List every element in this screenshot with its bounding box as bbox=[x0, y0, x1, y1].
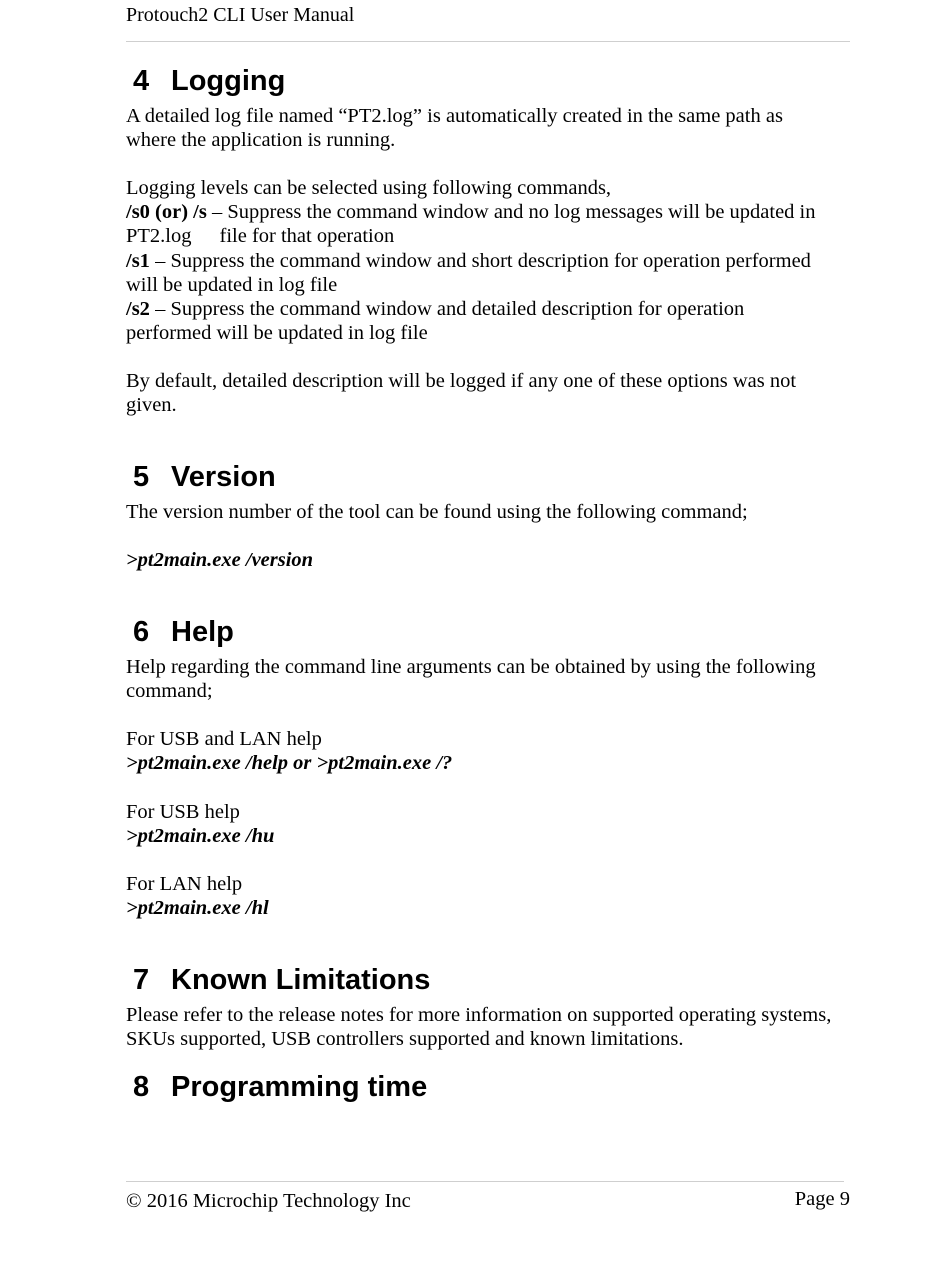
option-s1-description: – Suppress the command window and short description for operation performed bbox=[149, 249, 811, 272]
text-line: Logging levels can be selected using following commands, bbox=[126, 177, 612, 199]
limitations-paragraph bbox=[126, 1003, 850, 1051]
text-line: Please refer to the release notes for more information on supported operating systems, bbox=[126, 1004, 832, 1026]
text-line: A detailed log file named “PT2.log” is automatically created in the same path as bbox=[126, 105, 783, 127]
help-lan-command: >pt2main.exe /hl bbox=[126, 897, 269, 920]
section-title: Programming time bbox=[171, 1071, 428, 1103]
text-line: SKUs supported, USB controllers supported and known limitations. bbox=[126, 1028, 684, 1051]
section-number: 5 bbox=[133, 461, 150, 493]
text-line: By default, detailed description will be logged if any one of these options was not bbox=[126, 370, 797, 392]
text-line: file for that operation bbox=[219, 225, 395, 248]
option-s0-description: – Suppress the command window and no log messages will be updated in bbox=[206, 201, 816, 224]
text-line: given. bbox=[126, 394, 177, 417]
help-lan-label: For LAN help bbox=[126, 873, 243, 895]
section-title: Logging bbox=[171, 65, 286, 97]
help-usb-lan-label: For USB and LAN help bbox=[126, 728, 322, 750]
header-divider bbox=[126, 41, 850, 42]
version-paragraph: The version number of the tool can be found using the following command; bbox=[126, 501, 748, 523]
logging-levels-paragraph bbox=[126, 176, 850, 345]
help-usb-lan-command: >pt2main.exe /help or >pt2main.exe /? bbox=[126, 752, 453, 775]
option-s2-description: – Suppress the command window and detailed description for operation bbox=[149, 298, 745, 321]
text-line: command; bbox=[126, 680, 213, 703]
option-s2: /s2 bbox=[126, 298, 150, 321]
section-title: Known Limitations bbox=[171, 964, 431, 996]
version-command: >pt2main.exe /version bbox=[126, 549, 314, 571]
page-number: Page 9 bbox=[794, 1188, 850, 1210]
section-number: 7 bbox=[133, 964, 150, 996]
help-usb-block bbox=[126, 800, 850, 848]
section-title: Help bbox=[171, 616, 234, 648]
section-number: 4 bbox=[133, 65, 150, 97]
text-line: PT2.log bbox=[126, 225, 192, 248]
help-lan-block bbox=[126, 872, 850, 920]
section-number: 8 bbox=[133, 1071, 150, 1103]
section-heading-programming-time bbox=[133, 1070, 427, 1104]
section-heading-known-limitations bbox=[133, 963, 430, 997]
footer-divider bbox=[126, 1181, 844, 1182]
section-heading-version bbox=[133, 460, 276, 494]
option-s0: /s0 (or) /s bbox=[126, 201, 207, 224]
help-usb-command: >pt2main.exe /hu bbox=[126, 825, 275, 848]
document-page bbox=[126, 0, 850, 1267]
help-usb-lan-block bbox=[126, 727, 850, 775]
help-usb-label: For USB help bbox=[126, 801, 240, 823]
logging-default-paragraph bbox=[126, 369, 850, 417]
text-line: where the application is running. bbox=[126, 129, 396, 152]
section-number: 6 bbox=[133, 616, 150, 648]
logging-intro-paragraph bbox=[126, 104, 850, 152]
running-header: Protouch2 CLI User Manual bbox=[126, 4, 355, 26]
section-title: Version bbox=[171, 461, 276, 493]
text-line: Help regarding the command line arguments can be obtained by using the following bbox=[126, 656, 816, 678]
section-heading-help bbox=[133, 615, 234, 649]
option-s1: /s1 bbox=[126, 249, 150, 272]
text-line: performed will be updated in log file bbox=[126, 322, 428, 345]
help-paragraph bbox=[126, 655, 850, 703]
footer-copyright: © 2016 Microchip Technology Inc bbox=[126, 1190, 411, 1212]
section-heading-logging bbox=[133, 64, 285, 98]
text-line: will be updated in log file bbox=[126, 273, 338, 296]
